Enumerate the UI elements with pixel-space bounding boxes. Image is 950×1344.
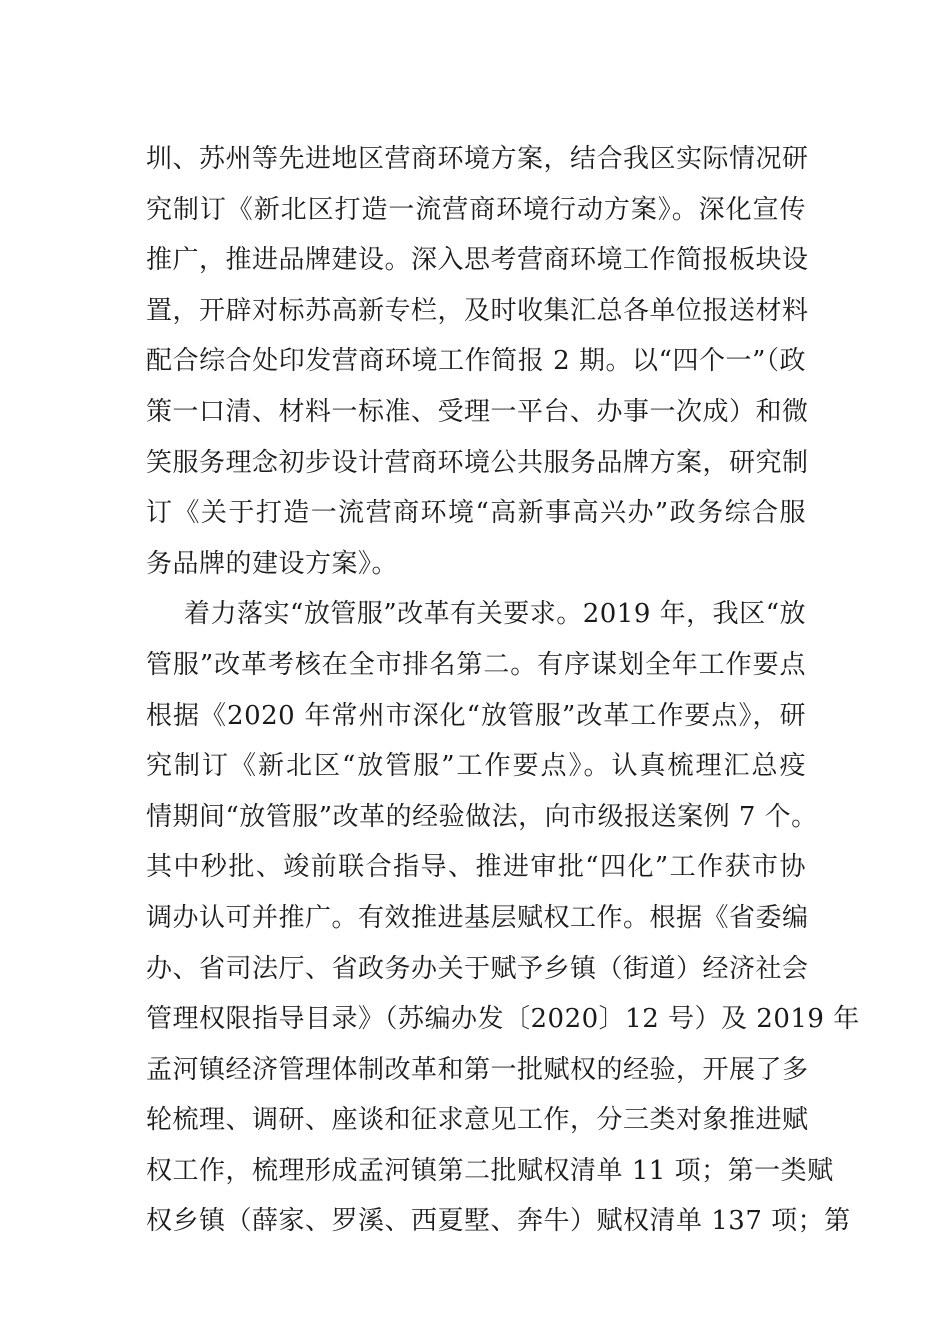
text-line: 调办认可并推广。有效推进基层赋权工作。根据《省委编 — [146, 902, 809, 933]
text-line: 圳、苏州等先进地区营商环境方案，结合我区实际情况研 — [146, 144, 809, 174]
text-line: 究制订《新北区打造一流营商环境行动方案》。深化宣传 — [146, 194, 806, 225]
text-line: 情期间“放管服”改革的经验做法，向市级报送案例 7 个。 — [146, 801, 818, 832]
text-line: 置，开辟对标苏高新专栏，及时收集汇总各单位报送材料 — [146, 295, 809, 326]
text-line: 管服”改革考核在全市排名第二。有序谋划全年工作要点 — [146, 649, 806, 680]
text-line: 推广，推进品牌建设。深入思考营商环境工作简报板块设 — [146, 245, 809, 276]
text-line: 订《关于打造一流营商环境“高新事高兴办”政务综合服 — [146, 498, 806, 529]
text-line: 配合综合处印发营商环境工作简报 2 期。以“四个一”（政 — [146, 346, 806, 377]
text-line: 究制订《新北区“放管服”工作要点》。认真梳理汇总疫 — [146, 751, 806, 782]
body-text — [146, 134, 860, 1247]
text-line: 权工作，梳理形成孟河镇第二批赋权清单 11 项；第一类赋 — [146, 1155, 834, 1186]
text-line: 办、省司法厅、省政务办关于赋予乡镇（街道）经济社会 — [146, 953, 809, 984]
text-line: 策一口清、材料一标准、受理一平台、办事一次成）和微 — [146, 396, 809, 427]
text-line: 管理权限指导目录》（苏编办发〔2020〕12 号）及 2019 年 — [146, 1004, 860, 1035]
text-line: 孟河镇经济管理体制改革和第一批赋权的经验，开展了多 — [146, 1054, 809, 1085]
paragraph-start-line: 着力落实“放管服”改革有关要求。2019 年，我区“放 — [184, 599, 806, 630]
text-line: 根据《2020 年常州市深化“放管服”改革工作要点》，研 — [146, 700, 806, 731]
text-line: 轮梳理、调研、座谈和征求意见工作，分三类对象推进赋 — [146, 1105, 809, 1136]
text-line: 权乡镇（薛家、罗溪、西夏墅、奔牛）赋权清单 137 项；第 — [146, 1206, 851, 1237]
text-line: 笑服务理念初步设计营商环境公共服务品牌方案，研究制 — [146, 447, 809, 478]
text-line: 务品牌的建设方案》。 — [146, 548, 399, 579]
text-line: 其中秒批、竣前联合指导、推进审批“四化”工作获市协 — [146, 852, 806, 883]
